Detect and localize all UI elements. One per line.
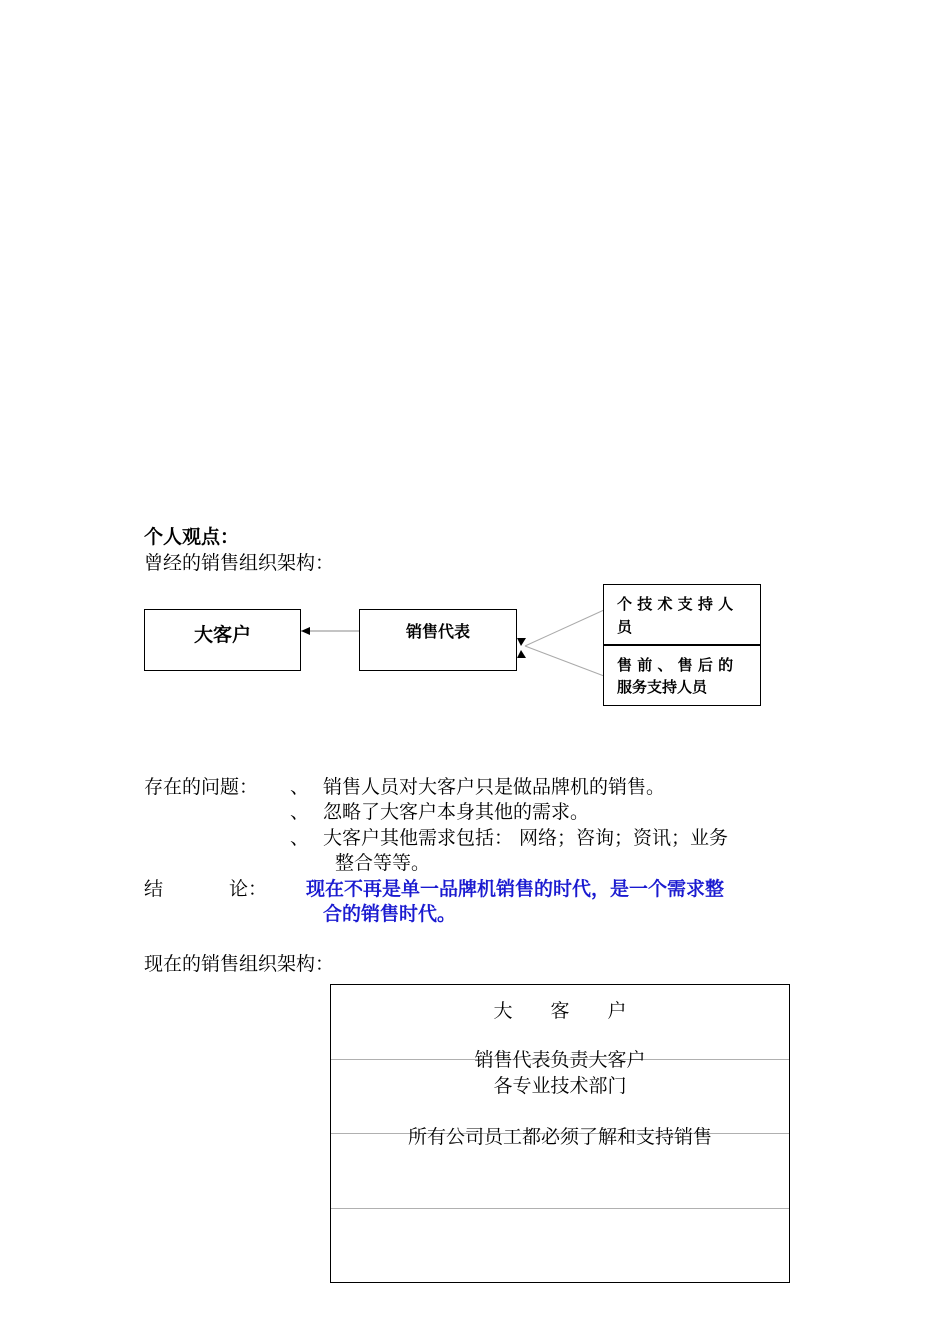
arrowhead-rep-bottom: [517, 650, 526, 658]
box-tech-support-line1: 个 技 术 支 持 人: [617, 595, 734, 613]
problem-item: 忽略了大客户本身其他的需求。: [323, 801, 590, 823]
conclusion-label-part1: 结: [144, 878, 164, 900]
conclusion-text-line1: 现在不再是单一品牌机销售的时代，是一个需求整: [306, 878, 725, 900]
old-structure-label: 曾经的销售组织架构：: [144, 552, 335, 574]
new-structure-diagram: [330, 984, 790, 1283]
connector-service: [525, 646, 604, 676]
new-structure-label: 现在的销售组织架构：: [144, 953, 335, 975]
box-service-support-line2: 服务支持人员: [617, 678, 708, 696]
box-tech-support: [603, 584, 761, 645]
section-heading: 个人观点：: [144, 526, 240, 548]
arrowhead-rep-top: [517, 638, 526, 646]
conclusion-label-part2: 论：: [229, 878, 268, 900]
problem-bullet: 、: [290, 827, 310, 849]
problem-item-continuation: 整合等等。: [335, 852, 431, 874]
tier-sales-rep: 销售代表负责大客户: [474, 1049, 646, 1071]
conclusion-text-line2: 合的销售时代。: [323, 903, 457, 925]
box-customer-label: 大客户: [193, 624, 251, 646]
arrowhead-customer: [301, 627, 310, 635]
box-sales-rep-label: 销售代表: [405, 622, 470, 641]
problem-item: 大客户其他需求包括： 网络；咨询；资讯；业务: [323, 827, 729, 849]
box-service-support: [603, 645, 761, 706]
problems-label: 存在的问题：: [144, 776, 259, 798]
problem-bullet: 、: [290, 776, 310, 798]
box-service-support-line1: 售 前 、 售 后 的: [617, 656, 734, 674]
tier-tech-departments: 各专业技术部门: [493, 1075, 627, 1097]
tier-customer: 大 客 户: [493, 1000, 627, 1022]
problem-bullet: 、: [290, 801, 310, 823]
box-tech-support-line2: 员: [617, 618, 633, 636]
box-sales-rep: [359, 609, 517, 671]
problem-item: 销售人员对大客户只是做品牌机的销售。: [323, 776, 666, 798]
tier-all-employees: 所有公司员工都必须了解和支持销售: [407, 1126, 712, 1148]
connector-tech: [525, 610, 604, 646]
box-customer: [144, 609, 301, 671]
divider: [331, 1208, 789, 1209]
